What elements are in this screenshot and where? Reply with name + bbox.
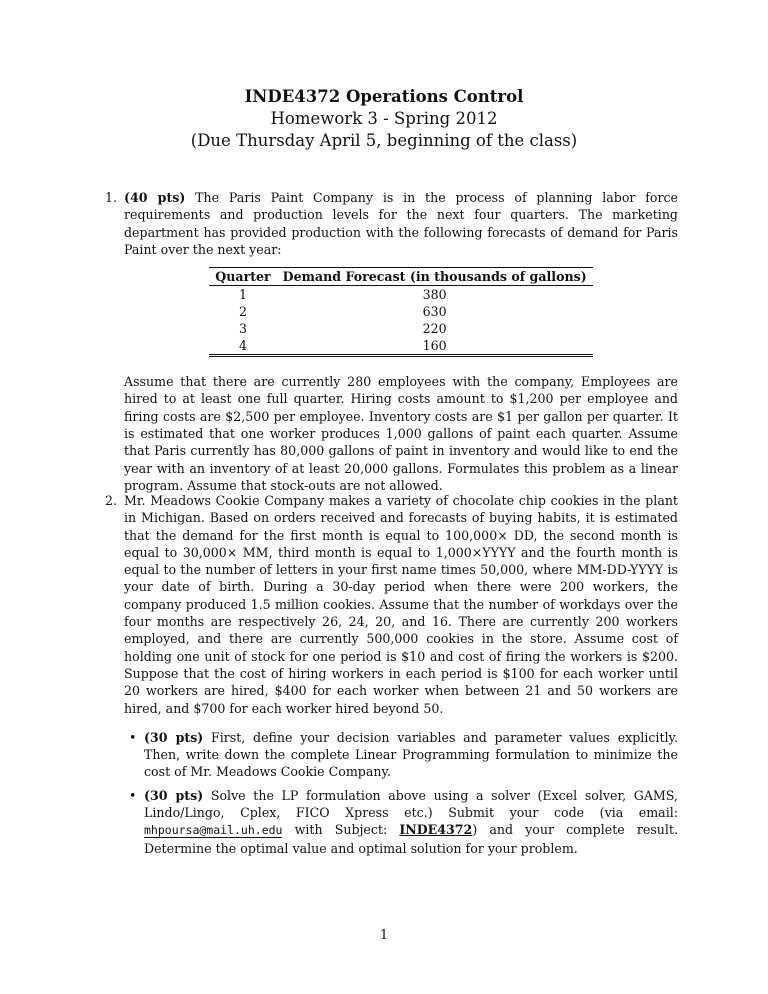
page-number: 1 bbox=[379, 928, 389, 943]
course-title: INDE4372 Operations Control bbox=[244, 87, 524, 106]
table-row bbox=[209, 286, 592, 304]
part-2-text-before: Solve the LP formulation above using a solver (Excel solver, GAMS, Lindo/Lingo, Cplex, FICO Xpress etc.) Submit your code (via email: bbox=[144, 787, 678, 821]
table-cell-quarter: 4 bbox=[238, 338, 247, 354]
bullet-icon: • bbox=[129, 729, 137, 745]
homework-title: Homework 3 - Spring 2012 bbox=[270, 109, 498, 128]
question-2-number: 2. bbox=[105, 493, 118, 508]
part-2-text-mid: with Subject: bbox=[294, 822, 388, 838]
table-cell-demand: 630 bbox=[422, 304, 447, 320]
table-header-quarter: Quarter bbox=[209, 268, 276, 286]
due-date: (Due Thursday April 5, beginning of the class) bbox=[190, 131, 578, 150]
question-2-text: Mr. Meadows Cookie Company makes a variety of chocolate chip cookies in the plant in Michigan. Based on orders received and forecasts of buying habits, it is estimated that the demand for the first month is equal to 100,000× DD, the second month is equal to 30,000× MM, third month is equal to 1,000×YYYY and the fourth month is equal to the number of letters in your first name times 50,000, where MM-DD-YYYY is your date of birth. During a 30-day period when there were 200 workers, the company produced 1.5 million cookies. Assume that the number of workdays over the four months are respectively 26, 24, 20, and 16. There are currently 200 workers employed, and there are currently 500,000 cookies in the store. Assume cost of holding one unit of stock for one period is $10 and cost of firing the workers is $200. Suppose that the cost of hiring workers in each period is $100 for each worker until 20 workers are hired, $400 for each worker when between 21 and 50 workers are hired, and $700 for each worker hired beyond 50. bbox=[124, 493, 678, 716]
email-subject: INDE4372 bbox=[399, 822, 473, 838]
table-cell-quarter: 3 bbox=[238, 321, 247, 337]
part-1-points: (30 pts) bbox=[144, 729, 204, 745]
table-cell-quarter: 2 bbox=[238, 304, 247, 320]
part-2-text-after: ) and your complete result. Determine the optimal value and optimal solution for your problem. bbox=[144, 822, 678, 856]
table-row bbox=[209, 320, 592, 337]
question-1 bbox=[105, 189, 678, 494]
bullet-icon: • bbox=[129, 787, 137, 803]
question-2 bbox=[105, 492, 678, 863]
question-1-number: 1. bbox=[105, 190, 118, 205]
email-link[interactable]: mhpoursa@mail.uh.edu bbox=[144, 823, 283, 838]
table-cell-demand: 160 bbox=[422, 338, 447, 354]
part-2-points: (30 pts) bbox=[144, 787, 204, 803]
demand-forecast-table bbox=[209, 267, 592, 357]
table-row bbox=[209, 337, 592, 356]
table-cell-demand: 220 bbox=[422, 321, 447, 337]
list-item bbox=[124, 729, 678, 781]
question-1-intro bbox=[124, 189, 678, 258]
question-1-intro-text: The Paris Paint Company is in the process of planning labor force requirements and production levels for the next four quarters. The marketing department has provided production with the following forecasts of demand for Paris Paint over the next year: bbox=[124, 190, 678, 257]
table-cell-demand: 380 bbox=[422, 287, 447, 303]
list-item bbox=[124, 787, 678, 857]
question-2-parts bbox=[124, 729, 678, 857]
table-row bbox=[209, 303, 592, 320]
question-1-assumptions: Assume that there are currently 280 employees with the company, Employees are hired to at least one full quarter. Hiring costs amount to $1,200 per employee and firing costs are $2,500 per employee. Inventory costs are $1 per gallon per quarter. It is estimated that one worker produces 1,000 gallons of paint each quarter. Assume that Paris currently has 80,000 gallons of paint in inventory and would like to end the year with an inventory of at least 20,000 gallons. Formulates this problem as a linear program. Assume that stock-outs are not allowed. bbox=[124, 374, 678, 493]
table-cell-quarter: 1 bbox=[238, 287, 247, 303]
question-1-points: (40 pts) bbox=[124, 190, 186, 205]
header bbox=[0, 86, 768, 152]
table-header-demand: Demand Forecast (in thousands of gallons) bbox=[277, 268, 593, 286]
part-1-text: First, define your decision variables and parameter values explicitly. Then, write down the complete Linear Programming formulation to minimize the cost of Mr. Meadows Cookie Company. bbox=[144, 729, 678, 780]
